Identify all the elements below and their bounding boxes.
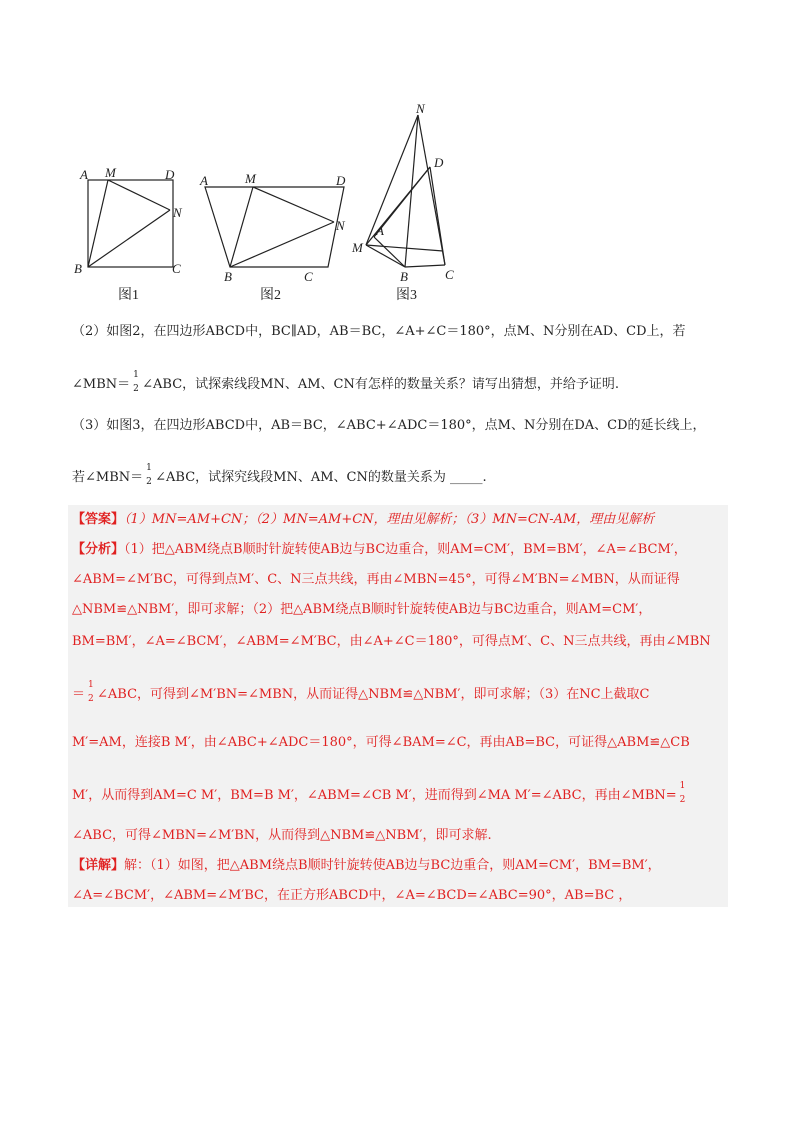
fig3-label-m: M <box>352 240 363 255</box>
question-3-pre: 若∠MBN＝ <box>72 470 144 485</box>
solution-box <box>68 505 728 907</box>
fig3-label-c: C <box>445 267 454 282</box>
fig2-label-n: N <box>336 218 345 233</box>
question-2-pre: ∠MBN＝ <box>72 377 131 392</box>
fig1-label-n: N <box>173 205 182 220</box>
analysis-l5-post: ∠ABC，可得到∠M′BN=∠MBN，从而证得△NBM≌△NBM′，即可求解；（3）在NC上截取C <box>97 687 650 702</box>
detail-tag: 【详解】 <box>72 858 125 873</box>
frac-den: 2 <box>146 477 152 487</box>
analysis-line-5 <box>72 680 732 705</box>
analysis-line-8: ∠ABC，可得∠MBN=∠M′BN，从而得到△NBM≌△NBM′，即可求解. <box>72 828 492 843</box>
detail-line-2: ∠A=∠BCM′，∠ABM=∠M′BC，在正方形ABCD中，∠A=∠BCD=∠ABC=90°，AB=BC ， <box>72 888 632 903</box>
frac-num: 1 <box>133 370 139 380</box>
detail-line-1 <box>72 856 732 876</box>
fraction-half <box>85 680 97 704</box>
analysis-l5-pre: ＝ <box>72 687 86 702</box>
frac-den: 2 <box>133 384 139 394</box>
fig1-label-a: A <box>80 167 88 182</box>
figures-svg <box>60 95 490 310</box>
analysis-line-6: M′=AM，连接B M′，由∠ABC+∠ADC＝180°，可得∠BAM=∠C，再由AB=BC，可证得△ABM≌△CB <box>72 735 690 750</box>
fig3-label-b: B <box>400 269 408 284</box>
answer-tag: 【答案】 <box>72 512 125 527</box>
frac-num: 1 <box>88 680 94 690</box>
fig2-label-c: C <box>304 269 313 284</box>
analysis-line-2: ∠ABM=∠M′BC，可得到点M′、C、N三点共线，再由∠MBN=45°，可得∠M′BN=∠MBN，从而证得 <box>72 572 680 587</box>
fig3-label-d: D <box>434 155 444 170</box>
detail-text-1: 解：（1）如图，把△ABM绕点B顺时针旋转使AB边与BC边重合，则AM=CM′，BM=BM′， <box>124 858 661 873</box>
fig1-label-c: C <box>172 261 181 276</box>
fraction-half <box>677 781 689 805</box>
analysis-l7-pre: M′，从而得到AM=C M′，BM=B M′，∠ABM=∠CB M′，进而得到∠MA M′=∠ABC，再由∠MBN= <box>72 788 677 803</box>
fig2-label-a: A <box>200 173 208 188</box>
question-3-post: ∠ABC，试探究线段MN、AM、CN的数量关系为 _____. <box>155 470 487 485</box>
fig2-label-d: D <box>336 173 346 188</box>
question-2-line-2 <box>72 370 732 395</box>
fig3-caption: 图3 <box>396 288 417 303</box>
fig2-caption: 图2 <box>260 288 281 303</box>
answer-text: （1）MN=AM+CN；（2）MN=AM+CN，理由见解析；（3）MN=CN-AM，理由见解析 <box>124 512 655 527</box>
fig2-label-m: M <box>245 171 256 186</box>
question-3-line-1: （3）如图3，在四边形ABCD中，AB＝BC，∠ABC+∠ADC＝180°，点M、N分别在DA、CD的延长线上， <box>72 418 706 433</box>
frac-den: 2 <box>88 694 94 704</box>
answer-line <box>72 510 732 530</box>
fig3-label-n: N <box>416 101 425 116</box>
frac-num: 1 <box>146 463 152 473</box>
analysis-line-4: BM=BM′，∠A=∠BCM′，∠ABM=∠M′BC，由∠A+∠C＝180°，可得点M′、C、N三点共线，再由∠MBN <box>72 634 711 649</box>
question-2-post: ∠ABC，试探索线段MN、AM、CN有怎样的数量关系？请写出猜想，并给予证明. <box>142 377 620 392</box>
frac-num: 1 <box>679 781 686 791</box>
analysis-tag: 【分析】 <box>72 542 125 557</box>
fig1-label-d: D <box>165 167 175 182</box>
analysis-text-1: （1）把△ABM绕点B顺时针旋转使AB边与BC边重合，则AM=CM′，BM=BM′，∠A=∠BCM′， <box>124 542 687 557</box>
fraction-half <box>130 370 142 394</box>
analysis-line-3: △NBM≌△NBM′，即可求解；（2）把△ABM绕点B顺时针旋转使AB边与BC边重合，则AM=CM′， <box>72 602 652 617</box>
analysis-line-7 <box>72 781 732 806</box>
fig3-label-a: A <box>376 223 384 238</box>
frac-den: 2 <box>679 795 686 805</box>
fig2-label-b: B <box>224 269 232 284</box>
figure-3 <box>366 115 445 267</box>
analysis-line-1 <box>72 540 732 560</box>
fig1-label-m: M <box>105 165 116 180</box>
fig1-label-b: B <box>74 261 82 276</box>
figure-2 <box>205 187 344 267</box>
figure-1 <box>88 180 173 267</box>
fig1-caption: 图1 <box>118 288 139 303</box>
question-2-line-1: （2）如图2，在四边形ABCD中，BC∥AD，AB＝BC，∠A+∠C＝180°，点M、N分别在AD、CD上，若 <box>72 324 686 339</box>
fraction-half <box>143 463 155 487</box>
geometry-figures <box>60 95 490 310</box>
question-3-line-2 <box>72 463 732 488</box>
